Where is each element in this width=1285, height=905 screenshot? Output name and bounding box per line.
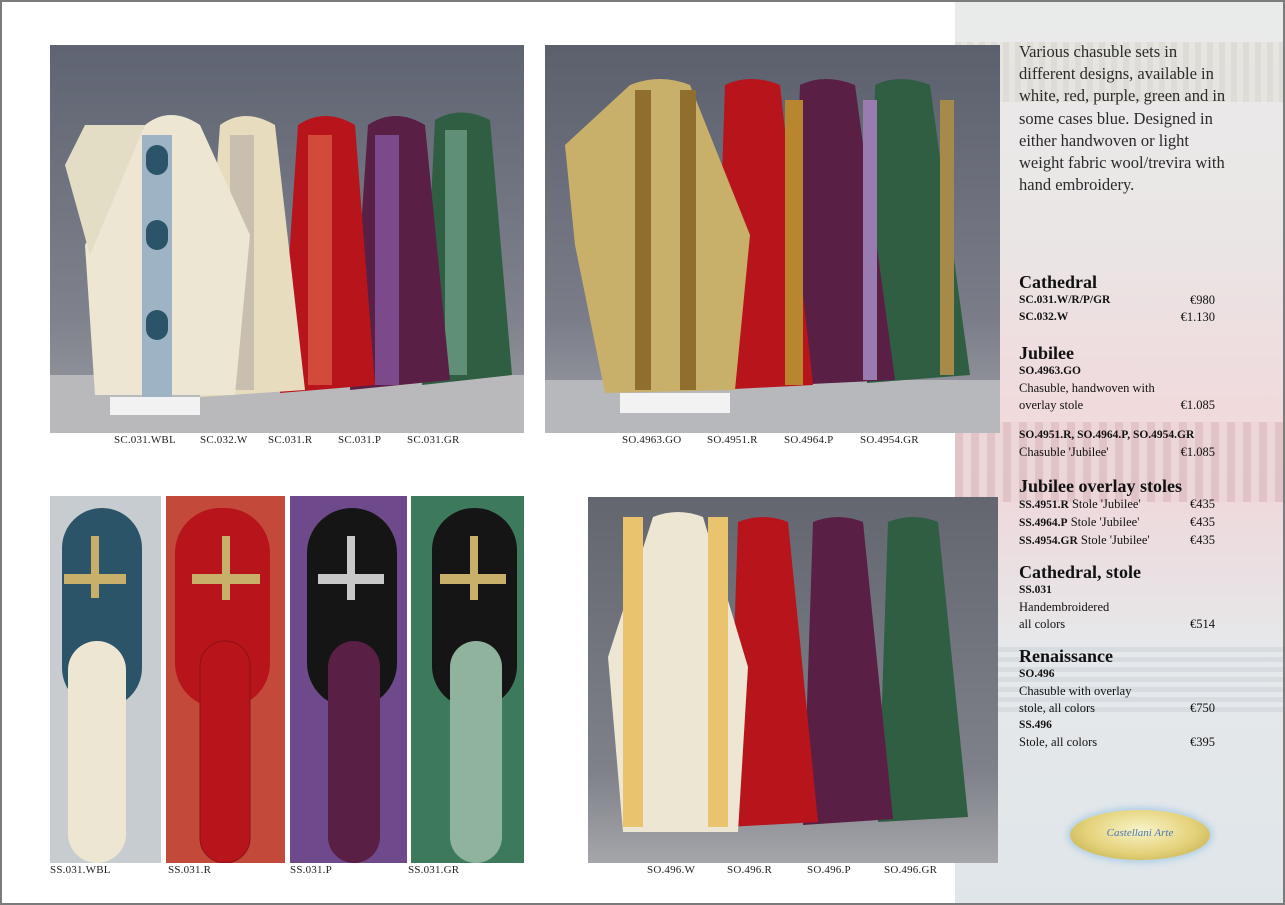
catalog-page bbox=[2, 2, 1283, 903]
product-code: SO.496 bbox=[1019, 668, 1055, 680]
price-row bbox=[1019, 532, 1215, 550]
product-code: SS.496 bbox=[1019, 719, 1052, 731]
brand-logo bbox=[1070, 810, 1210, 860]
caption: SC.031.WBL bbox=[114, 434, 176, 446]
price: €435 bbox=[1190, 497, 1215, 511]
product-description: Stole 'Jubilee' bbox=[1080, 533, 1150, 547]
price-row bbox=[1019, 292, 1215, 309]
price: €1.130 bbox=[1180, 310, 1215, 324]
product-description: all colors bbox=[1019, 617, 1066, 631]
section-title: Renaissance bbox=[1019, 646, 1113, 666]
caption: SO.496.P bbox=[807, 864, 851, 876]
photo-cathedral-chasubles bbox=[50, 45, 524, 433]
price-row bbox=[1019, 496, 1215, 514]
product-code: SS.031 bbox=[1019, 584, 1052, 596]
product-code: SS.4951.R bbox=[1019, 499, 1069, 511]
photo-cathedral-stoles bbox=[50, 496, 524, 863]
cathedral-stoles-illustration bbox=[50, 496, 524, 863]
caption: SC.031.R bbox=[268, 434, 313, 446]
jubilee-chasubles-illustration bbox=[545, 45, 1000, 433]
section-title: Jubilee bbox=[1019, 343, 1075, 363]
price: €435 bbox=[1190, 515, 1215, 529]
product-code: SS.4954.GR bbox=[1019, 535, 1078, 547]
price: €435 bbox=[1190, 533, 1215, 547]
price-row bbox=[1019, 514, 1215, 532]
product-code: SO.4951.R, SO.4964.P, SO.4954.GR bbox=[1019, 429, 1195, 441]
product-description: Chasuble with overlay bbox=[1019, 684, 1132, 698]
price: €1.085 bbox=[1180, 398, 1215, 412]
logo-text: Castellani Arte bbox=[1106, 827, 1174, 839]
caption: SO.4954.GR bbox=[860, 434, 919, 446]
section-cathedral-stole bbox=[1019, 562, 1215, 633]
product-description: Stole 'Jubilee' bbox=[1070, 515, 1140, 529]
price-row bbox=[1019, 444, 1215, 461]
product-description: Chasuble 'Jubilee' bbox=[1019, 445, 1109, 459]
caption: SO.496.GR bbox=[884, 864, 938, 876]
section-jubilee bbox=[1019, 343, 1215, 461]
section-title: Cathedral bbox=[1019, 272, 1097, 292]
cathedral-chasubles-illustration bbox=[50, 45, 524, 433]
product-code: SC.032.W bbox=[1019, 311, 1069, 323]
price: €750 bbox=[1190, 701, 1215, 715]
renaissance-chasubles-illustration bbox=[588, 497, 998, 863]
price: €980 bbox=[1190, 293, 1215, 307]
section-title: Cathedral, stole bbox=[1019, 562, 1141, 582]
product-code: SO.4963.GO bbox=[1019, 365, 1081, 377]
caption: SS.031.GR bbox=[408, 864, 460, 876]
caption: SC.032.W bbox=[200, 434, 248, 446]
product-description: overlay stole bbox=[1019, 398, 1084, 412]
product-description: Stole, all colors bbox=[1019, 735, 1098, 749]
product-code: SC.031.W/R/P/GR bbox=[1019, 294, 1111, 306]
price: €514 bbox=[1190, 617, 1215, 631]
price-row bbox=[1019, 700, 1215, 717]
caption: SC.031.P bbox=[338, 434, 382, 446]
section-cathedral bbox=[1019, 272, 1215, 326]
price-row bbox=[1019, 397, 1215, 414]
photo-jubilee-chasubles bbox=[545, 45, 1000, 433]
caption: SO.4964.P bbox=[784, 434, 834, 446]
price: €1.085 bbox=[1180, 445, 1215, 459]
intro-paragraph: Various chasuble sets in different designs, available in white, red, purple, green and in some cases blue. Designed in either handwoven or light weight fabric wool/trevira with hand embroidery. bbox=[1019, 42, 1226, 195]
product-description: Handembroidered bbox=[1019, 600, 1110, 614]
product-description: Chasuble, handwoven with bbox=[1019, 381, 1155, 395]
caption: SO.4963.GO bbox=[622, 434, 682, 446]
product-description: Stole 'Jubilee' bbox=[1071, 497, 1141, 511]
caption: SS.031.WBL bbox=[50, 864, 111, 876]
caption: SO.4951.R bbox=[707, 434, 758, 446]
price: €395 bbox=[1190, 735, 1215, 749]
price-row bbox=[1019, 309, 1215, 326]
caption: SC.031.GR bbox=[407, 434, 460, 446]
price-row bbox=[1019, 616, 1215, 633]
section-jubilee-stoles bbox=[1019, 476, 1215, 550]
section-title: Jubilee overlay stoles bbox=[1019, 476, 1182, 496]
price-row bbox=[1019, 734, 1215, 751]
caption: SS.031.P bbox=[290, 864, 332, 876]
caption: SO.496.R bbox=[727, 864, 772, 876]
caption: SS.031.R bbox=[168, 864, 212, 876]
section-renaissance bbox=[1019, 646, 1215, 751]
product-description: stole, all colors bbox=[1019, 701, 1096, 715]
caption: SO.496.W bbox=[647, 864, 696, 876]
product-code: SS.4964.P bbox=[1019, 517, 1068, 529]
photo-renaissance-chasubles bbox=[588, 497, 998, 863]
